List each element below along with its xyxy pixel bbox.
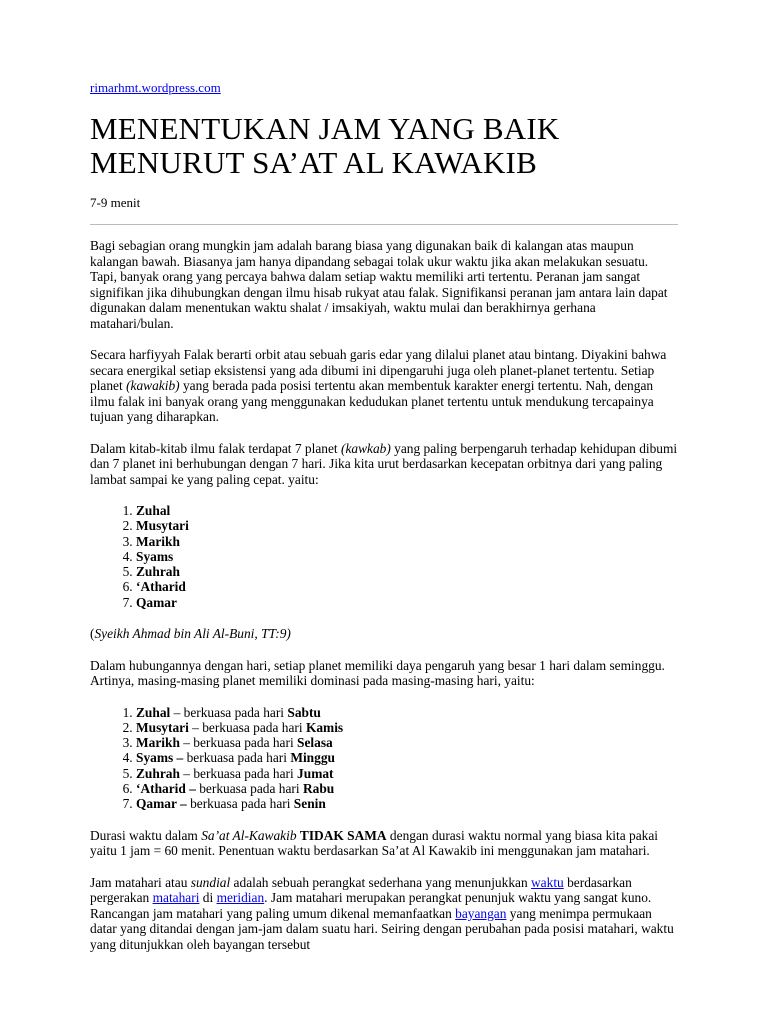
italic-term: (kawkab)	[340, 440, 391, 456]
link-meridian[interactable]: meridian	[216, 890, 265, 906]
link-matahari[interactable]: matahari	[152, 890, 200, 906]
day-name: Rabu	[302, 781, 335, 797]
paragraph-planets-intro	[90, 441, 678, 488]
day-name: Senin	[293, 796, 326, 812]
text-segment: adalah sebuah perangkat sederhana yang menunjukkan	[230, 874, 532, 890]
text-segment: berdasarkan pergerakan	[90, 874, 632, 906]
text-segment: – berkuasa pada hari	[188, 719, 306, 735]
planet-name: Musytari	[136, 719, 189, 735]
list-item	[136, 720, 678, 735]
italic-term: Sa’at Al-Kawakib	[201, 827, 297, 843]
planet-name: Zuhrah	[136, 765, 180, 781]
text-segment: Dalam kitab-kitab ilmu falak terdapat 7 planet	[90, 440, 341, 456]
article-body	[90, 238, 678, 952]
text-segment: dengan durasi waktu normal yang biasa kita pakai yaitu 1 jam = 60 menit. Penentuan waktu berdasarkan Sa’at Al Kawakib ini menggunakan jam matahari.	[90, 827, 659, 859]
day-name: Kamis	[305, 719, 344, 735]
list-item	[136, 796, 678, 811]
planet-name: Marikh	[136, 533, 180, 549]
citation-paren: (	[90, 626, 95, 642]
bold-term: TIDAK SAMA	[299, 827, 387, 843]
list-item	[136, 750, 678, 765]
day-name: Jumat	[297, 765, 334, 781]
list-item	[136, 705, 678, 720]
planet-name: ‘Atharid –	[136, 781, 196, 797]
italic-term: sundial	[190, 874, 231, 890]
planet-name: Zuhal	[136, 503, 171, 518]
source-site-link[interactable]: rimarhmt.wordpress.com	[90, 80, 221, 95]
paragraph-intro: Bagi sebagian orang mungkin jam adalah barang biasa yang digunakan baik di kalangan atas maupun kalangan bawah. Biasanya jam hanya dipandang sebagai tolak ukur waktu jika akan melakukan sesuatu. Tapi, banyak orang yang percaya bahwa dalam setiap waktu memiliki arti tertentu. Peranan jam sangat signifikan jika dihubungkan dengan ilmu hisab rukyat atau falak. Signifikansi peranan jam antara lain dapat digunakan dalam menentukan waktu shalat / imsakiyah, waktu mulai dan berakhirnya gerhana matahari/bulan.	[90, 238, 668, 331]
title-line-2: MENURUT SA’AT AL KAWAKIB	[90, 145, 537, 180]
text-segment: – berkuasa pada hari	[179, 735, 298, 751]
list-item	[136, 781, 678, 796]
planet-name: Qamar	[136, 594, 177, 610]
list-item	[136, 564, 678, 579]
list-item	[136, 595, 678, 610]
planet-name: Zuhrah	[136, 564, 180, 580]
planet-name: Qamar –	[136, 796, 187, 812]
paragraph-falak	[90, 347, 678, 425]
link-waktu[interactable]: waktu	[531, 874, 564, 890]
planet-list	[90, 503, 678, 610]
list-item	[136, 735, 678, 750]
page-title	[90, 112, 678, 180]
paragraph-days-intro: Dalam hubungannya dengan hari, setiap planet memiliki daya pengaruh yang besar 1 hari dalam seminggu. Artinya, masing-masing planet memiliki dominasi pada masing-masing hari, yaitu:	[90, 657, 665, 689]
planet-name: ‘Atharid	[136, 579, 186, 595]
text-segment: Durasi waktu dalam	[90, 827, 202, 843]
text-segment: yang menimpa permukaan datar yang ditandai dengan jam-jam dalam suatu hari. Seiring dengan perubahan pada posisi matahari, waktu yang ditunjukkan oleh bayangan tersebut	[90, 905, 674, 952]
title-line-1: MENENTUKAN JAM YANG BAIK	[90, 111, 560, 146]
citation	[90, 626, 678, 642]
italic-term: (kawakib)	[126, 378, 180, 393]
text-segment: Secara harfiyyah Falak berarti orbit atau sebuah garis edar yang dilalui planet atau bintang. Diyakini bahwa secara energikal setiap eksistensi yang ada dibumi ini dipengaruhi juga oleh planet-planet tertentu. Setiap planet	[90, 347, 667, 393]
planet-name: Syams	[136, 548, 174, 564]
text-segment: – berkuasa pada hari	[179, 765, 298, 781]
planet-name: Musytari	[136, 518, 189, 534]
text-segment: . Jam matahari merupakan perangkat penunjuk waktu yang sangat kuno. Rancangan jam matahari yang paling umum dikenal memanfaatkan	[90, 890, 652, 921]
text-segment: di	[199, 890, 217, 906]
text-segment: Jam matahari atau	[90, 874, 191, 890]
day-name: Minggu	[290, 750, 335, 766]
list-item	[136, 518, 678, 533]
read-time: 7-9 menit	[90, 195, 141, 210]
list-item	[136, 579, 678, 594]
text-segment: yang berada pada posisi tertentu akan membentuk karakter energi tertentu. Nah, dengan ilmu falak ini banyak orang yang menggunakan kedudukan planet tertentu untuk mendukung tercapainya tujuan yang diharapkan.	[90, 378, 654, 424]
planet-name: Syams –	[136, 750, 184, 766]
list-item	[136, 766, 678, 781]
citation-text: Syeikh Ahmad bin Ali Al-Buni, TT:9)	[94, 626, 291, 642]
day-name: Selasa	[297, 735, 333, 751]
list-item	[136, 503, 678, 518]
planet-name: Zuhal	[136, 704, 171, 720]
planet-name: Marikh	[136, 735, 180, 751]
text-segment: – berkuasa pada hari	[170, 704, 288, 720]
list-item	[136, 549, 678, 564]
text-segment: berkuasa pada hari	[195, 781, 303, 797]
list-item	[136, 534, 678, 549]
paragraph-duration	[90, 828, 678, 859]
divider	[90, 224, 678, 225]
text-segment: berkuasa pada hari	[183, 750, 291, 766]
link-bayangan[interactable]: bayangan	[455, 905, 507, 921]
text-segment: berkuasa pada hari	[186, 796, 294, 812]
text-segment: yang paling berpengaruh terhadap kehidupan dibumi dan 7 planet ini berhubungan dengan 7 hari. Jika kita urut berdasarkan kecepatan orbitnya dari yang paling lambat sampai ke yang paling cepat. yaitu:	[90, 440, 678, 487]
paragraph-sundial	[90, 875, 678, 953]
day-name: Sabtu	[287, 704, 321, 720]
planet-day-list	[90, 705, 678, 812]
